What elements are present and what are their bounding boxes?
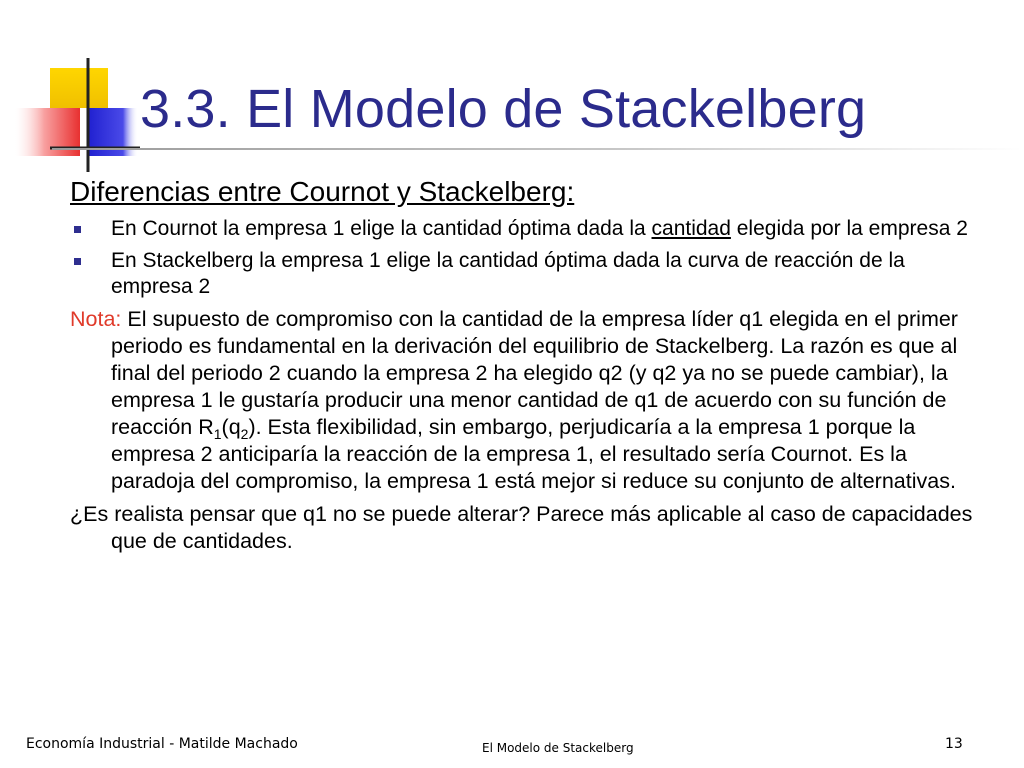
slide-body xyxy=(70,175,980,561)
nota-text-part2: ). Esta flexibilidad, sin embargo, perjudicaría a la empresa 1 porque la empresa 2 anticiparía la reacción de la empresa 1, el resultado sería Cournot. Es la paradoja del compromiso, la empresa 1 está mejor si reduce su conjunto de alternativas. xyxy=(111,415,956,493)
question-paragraph: ¿Es realista pensar que q1 no se puede alterar? Parece más aplicable al caso de capacidades que de cantidades. xyxy=(70,502,973,553)
title-divider xyxy=(52,148,1022,150)
logo-yellow-square xyxy=(50,68,108,108)
footer-author: Economía Industrial - Matilde Machado xyxy=(26,736,298,752)
slide-subheading: Diferencias entre Cournot y Stackelberg: xyxy=(70,176,575,207)
bullet-item xyxy=(70,248,980,300)
nota-paragraph xyxy=(70,306,980,495)
nota-text-mid: (q xyxy=(221,415,241,439)
bullet-item xyxy=(70,216,980,242)
nota-label: Nota: xyxy=(70,307,122,331)
nota-text-part1: El supuesto de compromiso con la cantidad de la empresa líder q1 elegida en el primer periodo es fundamental en la derivación del equilibrio de Stackelberg. La razón es que al final del periodo 2 cuando la empresa 2 ha elegido q2 (y q2 ya no se puede cambiar), la empresa 1 le gustaría producir una menor cantidad de q1 de acuerdo con su función de reacción R xyxy=(111,307,958,439)
slide-page-number: 13 xyxy=(945,736,963,752)
slide-title: 3.3. El Modelo de Stackelberg xyxy=(140,79,867,139)
square-bullet-icon xyxy=(74,226,81,233)
nota-subscript-2: 2 xyxy=(240,425,249,442)
nota-subscript-1: 1 xyxy=(213,425,222,442)
square-bullet-icon xyxy=(74,258,81,265)
bullet-text: En Stackelberg la empresa 1 elige la cantidad óptima dada la curva de reacción de la empresa 2 xyxy=(111,249,905,298)
footer-section-title: El Modelo de Stackelberg xyxy=(482,741,634,755)
bullet-text-end: elegida por la empresa 2 xyxy=(730,217,968,240)
bullet-text-start: En Cournot la empresa 1 elige la cantidad óptima dada la xyxy=(111,217,652,240)
bullet-underlined-word: cantidad xyxy=(651,217,731,240)
